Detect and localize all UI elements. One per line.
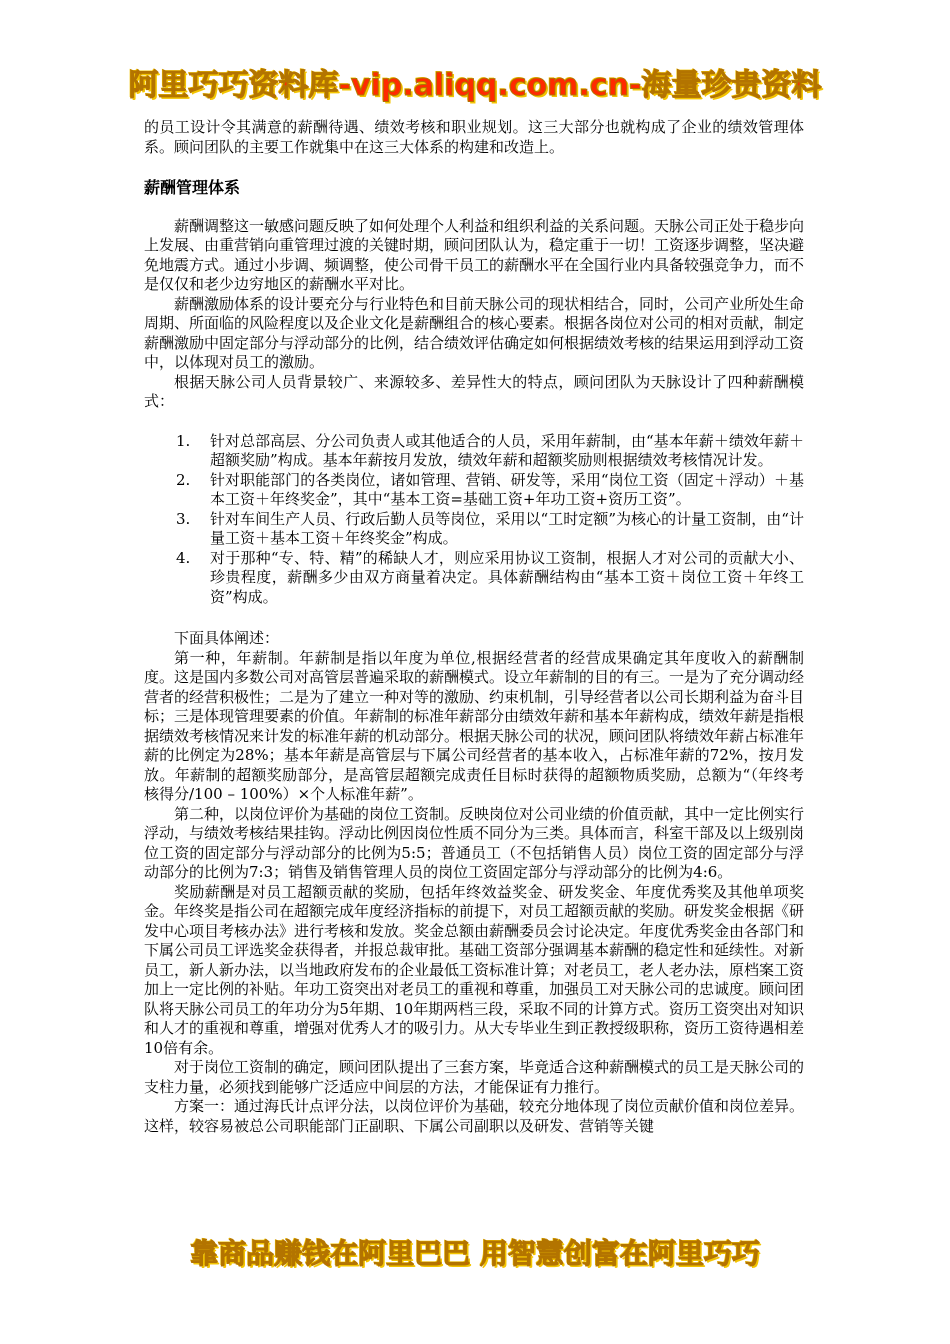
- list-number: 1.: [176, 431, 191, 450]
- paragraph: 奖励薪酬是对员工超额贡献的奖励，包括年终效益奖金、研发奖金、年度优秀奖及其他单项奖金。年终奖是指公司在超额完成年度经济指标的前提下，对员工超额贡献的奖励。研发奖金根据《研发中心项目考核办法》进行考核和发放。奖金总额由薪酬委员会讨论决定。年度优秀奖金由各部门和下属公司员工评选奖金获得者，并报总裁审批。基础工资部分强调基本薪酬的稳定性和延续性。对新员工，新人新办法，以当地政府发布的企业最低工资标准计算；对老员工，老人老办法，原档案工资加上一定比例的补贴。年功工资突出对老员工的重视和尊重，加强员工对天脉公司的忠诚度。顾问团队将天脉公司员工的年功分为5年期、10年期两档三段，采取不同的计算方式。资历工资突出对知识和人才的重视和尊重，增强对优秀人才的吸引力。从大专毕业生到正教授级职称，资历工资待遇相差10倍有余。: [144, 882, 805, 1057]
- list-item: [144, 471, 804, 510]
- document-body: [144, 118, 804, 1136]
- paragraph: 对于岗位工资制的确定，顾问团队提出了三套方案，毕竟适合这种薪酬模式的员工是天脉公司的支柱力量，必须找到能够广泛适应中间层的方法，才能保证有力推行。: [144, 1058, 805, 1096]
- salary-mode-list: [144, 432, 804, 608]
- list-number: 2.: [176, 470, 191, 489]
- list-text: 针对职能部门的各类岗位，诸如管理、营销、研发等，采用“岗位工资（固定＋浮动）＋基本工资＋年终奖金”，其中“基本工资=基础工资+年功工资+资历工资”。: [210, 470, 804, 508]
- paragraph: 第一种，年薪制。年薪制是指以年度为单位,根据经营者的经营成果确定其年度收入的薪酬制度。这是国内多数公司对高管层普遍采取的薪酬模式。设立年薪制的目的有三。一是为了充分调动经营者的经营积极性；二是为了建立一种对等的激励、约束机制，引导经营者以公司长期利益为奋斗目标；三是体现管理要素的价值。年薪制的标准年薪部分由绩效年薪和基本年薪构成，绩效年薪是指根据绩效考核情况来计发的标准年薪的机动部分。根据天脉公司的状况，顾问团队将绩效年薪占标准年薪的比例定为28%；基本年薪是高管层与下属公司经营者的基本收入，占标准年薪的72%，按月发放。年薪制的超额奖励部分，是高管层超额完成责任目标时获得的超额物质奖励，总额为“（年终考核得分/100 – 100%）×个人标准年薪”。: [144, 648, 805, 803]
- intro-paragraph: 的员工设计令其满意的薪酬待遇、绩效考核和职业规划。这三大部分也就构成了企业的绩效管理体系。顾问团队的主要工作就集中在这三大体系的构建和改造上。: [144, 118, 804, 156]
- list-item: [144, 432, 804, 471]
- list-item: [144, 510, 804, 549]
- list-number: 3.: [176, 509, 191, 528]
- paragraph: 第二种，以岗位评价为基础的岗位工资制。反映岗位对公司业绩的价值贡献，其中一定比例实行浮动，与绩效考核结果挂钩。浮动比例因岗位性质不同分为三类。具体而言，科室干部及以上级别岗位工资的固定部分与浮动部分的比例为5:5；普通员工（不包括销售人员）岗位工资的固定部分与浮动部分的比例为7:3；销售及销售管理人员的岗位工资固定部分与浮动部分的比例为4:6。: [144, 804, 805, 881]
- paragraph: 薪酬调整这一敏感问题反映了如何处理个人利益和组织利益的关系问题。天脉公司正处于稳步向上发展、由重营销向重管理过渡的关键时期，顾问团队认为，稳定重于一切！工资逐步调整，坚决避免地震方式。通过小步调、频调整，使公司骨干员工的薪酬水平在全国行业内具备较强竞争力，而不是仅仅和老少边穷地区的薪酬水平对比。: [144, 216, 805, 293]
- section-heading: 薪酬管理体系: [144, 178, 241, 197]
- paragraph: 薪酬激励体系的设计要充分与行业特色和目前天脉公司的现状相结合，同时，公司产业所处生命周期、所面临的风险程度以及企业文化是薪酬组合的核心要素。根据各岗位对公司的相对贡献，制定薪酬激励中固定部分与浮动部分的比例，结合绩效评估确定如何根据绩效考核的结果运用到浮动工资中，以体现对员工的激励。: [144, 294, 805, 371]
- list-text: 针对车间生产人员、行政后勤人员等岗位，采用以“工时定额”为核心的计量工资制，由“计量工资＋基本工资＋年终奖金”构成。: [210, 509, 804, 547]
- top-banner: 阿里巧巧资料库-vip.aliqq.com.cn-海量珍贵资料: [128, 68, 822, 103]
- bottom-banner: 靠商品赚钱在阿里巴巴 用智慧创富在阿里巧巧: [190, 1237, 760, 1270]
- paragraph: 根据天脉公司人员背景较广、来源较多、差异性大的特点，顾问团队为天脉设计了四种薪酬模式：: [144, 372, 804, 410]
- list-number: 4.: [176, 548, 191, 567]
- list-text: 针对总部高层、分公司负责人或其他适合的人员，采用年薪制，由“基本年薪＋绩效年薪＋超额奖励”构成。基本年薪按月发放，绩效年薪和超额奖励则根据绩效考核情况计发。: [210, 431, 804, 469]
- paragraph: 下面具体阐述：: [174, 629, 280, 647]
- list-text: 对于那种“专、特、精”的稀缺人才，则应采用协议工资制，根据人才对公司的贡献大小、珍贵程度，薪酬多少由双方商量着决定。具体薪酬结构由“基本工资＋岗位工资＋年终工资”构成。: [210, 548, 804, 606]
- paragraph: 方案一：通过海氏计点评分法，以岗位评价为基础，较充分地体现了岗位贡献价值和岗位差异。这样，较容易被总公司职能部门正副职、下属公司副职以及研发、营销等关键: [144, 1097, 805, 1135]
- list-item: [144, 549, 804, 608]
